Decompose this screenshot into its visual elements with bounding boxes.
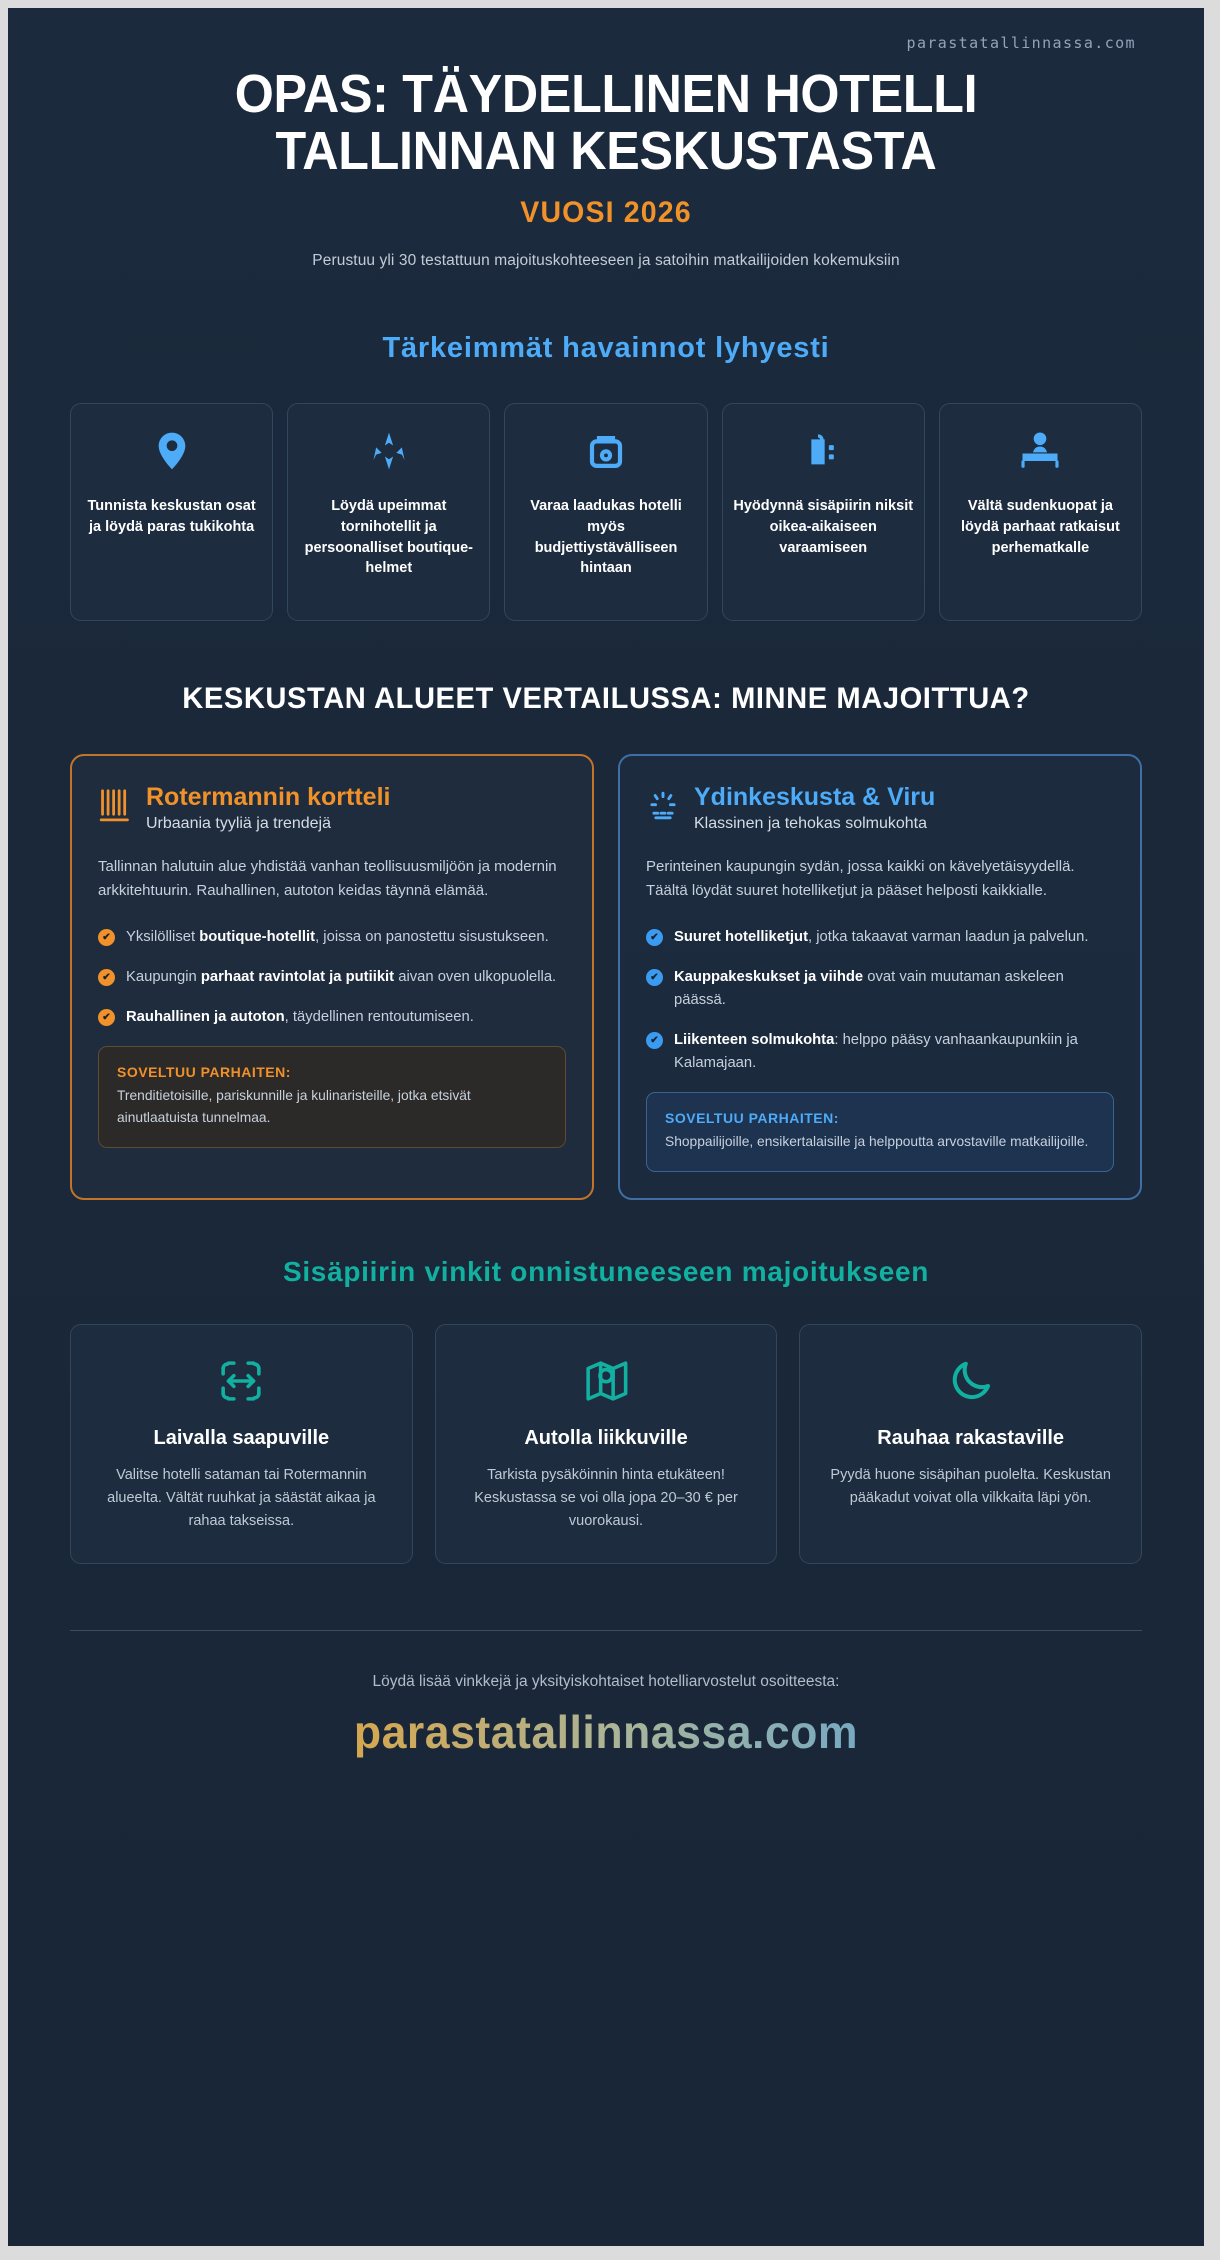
check-icon: ✔ (646, 929, 663, 946)
list-item (646, 1029, 1114, 1075)
tips-grid (70, 1324, 1142, 1564)
check-icon: ✔ (98, 969, 115, 986)
compare-card-title: Rotermannin kortteli (146, 783, 391, 812)
tip-title: Autolla liikkuville (524, 1427, 688, 1450)
check-icon: ✔ (646, 969, 663, 986)
ferry-transfer-icon (93, 1355, 390, 1407)
barcode-icon (98, 784, 132, 829)
compare-card-header (646, 784, 1114, 833)
finding-text: Varaa laadukas hotelli myös budjettiystävälliseen hintaan (530, 498, 682, 577)
list-item-text: Suuret hotelliketjut, jotka takaavat varman laadun ja palvelun. (674, 928, 1089, 945)
list-item (98, 1006, 566, 1029)
check-icon: ✔ (98, 1009, 115, 1026)
finding-card (939, 403, 1142, 621)
tip-card (70, 1324, 413, 1564)
moon-icon (822, 1355, 1119, 1407)
compare-card-subtitle: Klassinen ja tehokas solmukohta (694, 814, 928, 832)
finding-card (504, 403, 707, 621)
compare-card-bullets (98, 926, 566, 1029)
best-for-label: SOVELTUU PARHAITEN: (117, 1063, 291, 1080)
sparkle-icon (367, 428, 411, 474)
tip-title: Rauhaa rakastaville (877, 1427, 1065, 1450)
best-for-box (646, 1092, 1114, 1172)
compare-card-bullets (646, 926, 1114, 1075)
tips-heading: Sisäpiirin vinkit onnistuneeseen majoitukseen (282, 1256, 930, 1288)
map-parking-icon (458, 1355, 755, 1407)
best-for-text: Shoppailijoille, ensikertalaisille ja helppoutta arvostaville matkailijoille. (665, 1133, 1089, 1149)
year-subtitle: VUOSI 2026 (520, 196, 692, 230)
compare-card-body: Tallinnan halutuin alue yhdistää vanhan teollisuusmiljöön ja modernin arkkitehtuurin. Rauhallinen, autoton keidas täynnä elämää. (98, 857, 557, 900)
list-item-text: Kaupungin parhaat ravintolat ja putiikit aivan oven ulkopuolella. (126, 968, 557, 985)
check-icon: ✔ (98, 929, 115, 946)
compare-heading: KESKUSTAN ALUEET VERTAILUSSA: MINNE MAJOITTUA? (182, 682, 1030, 716)
compare-card-header (98, 784, 566, 833)
tip-text: Tarkista pysäköinnin hinta etukäteen! Keskustassa se voi olla jopa 20–30 € per vuorokausi. (474, 1467, 738, 1529)
map-pin-icon (152, 428, 192, 474)
list-item-text: Kauppakeskukset ja viihde ovat vain muutaman askeleen päässä. (674, 968, 1064, 1008)
bed-person-icon (1017, 428, 1063, 474)
list-item (646, 926, 1114, 949)
finding-card (70, 403, 273, 621)
header-subtitle: Perustuu yli 30 testattuun majoituskohteeseen ja satoihin matkailijoiden kokemuksiin (312, 252, 900, 270)
footer-line: Löydä lisää vinkkejä ja yksityiskohtaiset hotelliarvostelut osoitteesta: (372, 1672, 840, 1690)
page-title-line1: OPAS: TÄYDELLINEN HOTELLI (234, 64, 978, 124)
tip-title: Laivalla saapuville (153, 1427, 330, 1450)
compare-grid (70, 754, 1142, 1200)
finding-text: Vältä sudenkuopat ja löydä parhaat ratkaisut perhematkalle (961, 498, 1120, 556)
list-item (646, 966, 1114, 1012)
check-icon: ✔ (646, 1032, 663, 1049)
footer-divider (70, 1630, 1142, 1631)
finding-card (287, 403, 490, 621)
tip-card (799, 1324, 1142, 1564)
tag-icon (803, 428, 843, 474)
page-title (108, 66, 1105, 180)
compare-card-subtitle: Urbaania tyyliä ja trendejä (146, 814, 331, 832)
best-for-label: SOVELTUU PARHAITEN: (665, 1109, 839, 1126)
finding-text: Hyödynnä sisäpiirin niksit oikea-aikaiseen varaamiseen (733, 498, 914, 556)
list-item (98, 926, 566, 949)
list-item-text: Rauhallinen ja autoton, täydellinen rentoutumiseen. (126, 1008, 474, 1025)
camera-icon (585, 428, 627, 474)
finding-card (722, 403, 925, 621)
tip-text: Pyydä huone sisäpihan puolelta. Keskustan pääkadut voivat olla vilkkaita läpi yön. (830, 1467, 1111, 1506)
site-tag: parastatallinnassa.com (906, 34, 1136, 52)
list-item (98, 966, 566, 989)
page-title-line2: TALLINNAN KESKUSTASTA (275, 121, 937, 182)
best-for-box (98, 1046, 566, 1148)
tip-card (435, 1324, 778, 1564)
compare-card-title: Ydinkeskusta & Viru (694, 783, 936, 812)
footer-url[interactable]: parastatallinnassa.com (86, 1705, 1126, 1759)
list-item-text: Liikenteen solmukohta: helppo pääsy vanhaankaupunkiin ja Kalamajaan. (674, 1031, 1078, 1071)
findings-grid (70, 403, 1142, 621)
compare-card-rotermann (70, 754, 594, 1200)
sparkle-burst-icon (646, 784, 680, 829)
list-item-text: Yksilölliset boutique-hotellit, joissa on panostettu sisustukseen. (126, 928, 549, 945)
tip-text: Valitse hotelli sataman tai Rotermannin alueelta. Vältät ruuhkat ja säästät aikaa ja rahaa takseissa. (107, 1467, 376, 1529)
finding-text: Tunnista keskustan osat ja löydä paras tukikohta (87, 498, 256, 536)
best-for-text: Trenditietoisille, pariskunnille ja kulinaristeille, jotka etsivät ainutlaatuista tunnelmaa. (117, 1087, 471, 1125)
infographic-canvas (8, 8, 1204, 2246)
findings-heading: Tärkeimmät havainnot lyhyesti (382, 332, 830, 365)
compare-card-body: Perinteinen kaupungin sydän, jossa kaikki on kävelyetäisyydellä. Täältä löydät suuret hotelliketjut ja pääset helposti kaikkialle. (646, 857, 1075, 900)
compare-card-ydinkeskusta (618, 754, 1142, 1200)
finding-text: Löydä upeimmat tornihotellit ja persoonalliset boutique-helmet (304, 498, 473, 577)
